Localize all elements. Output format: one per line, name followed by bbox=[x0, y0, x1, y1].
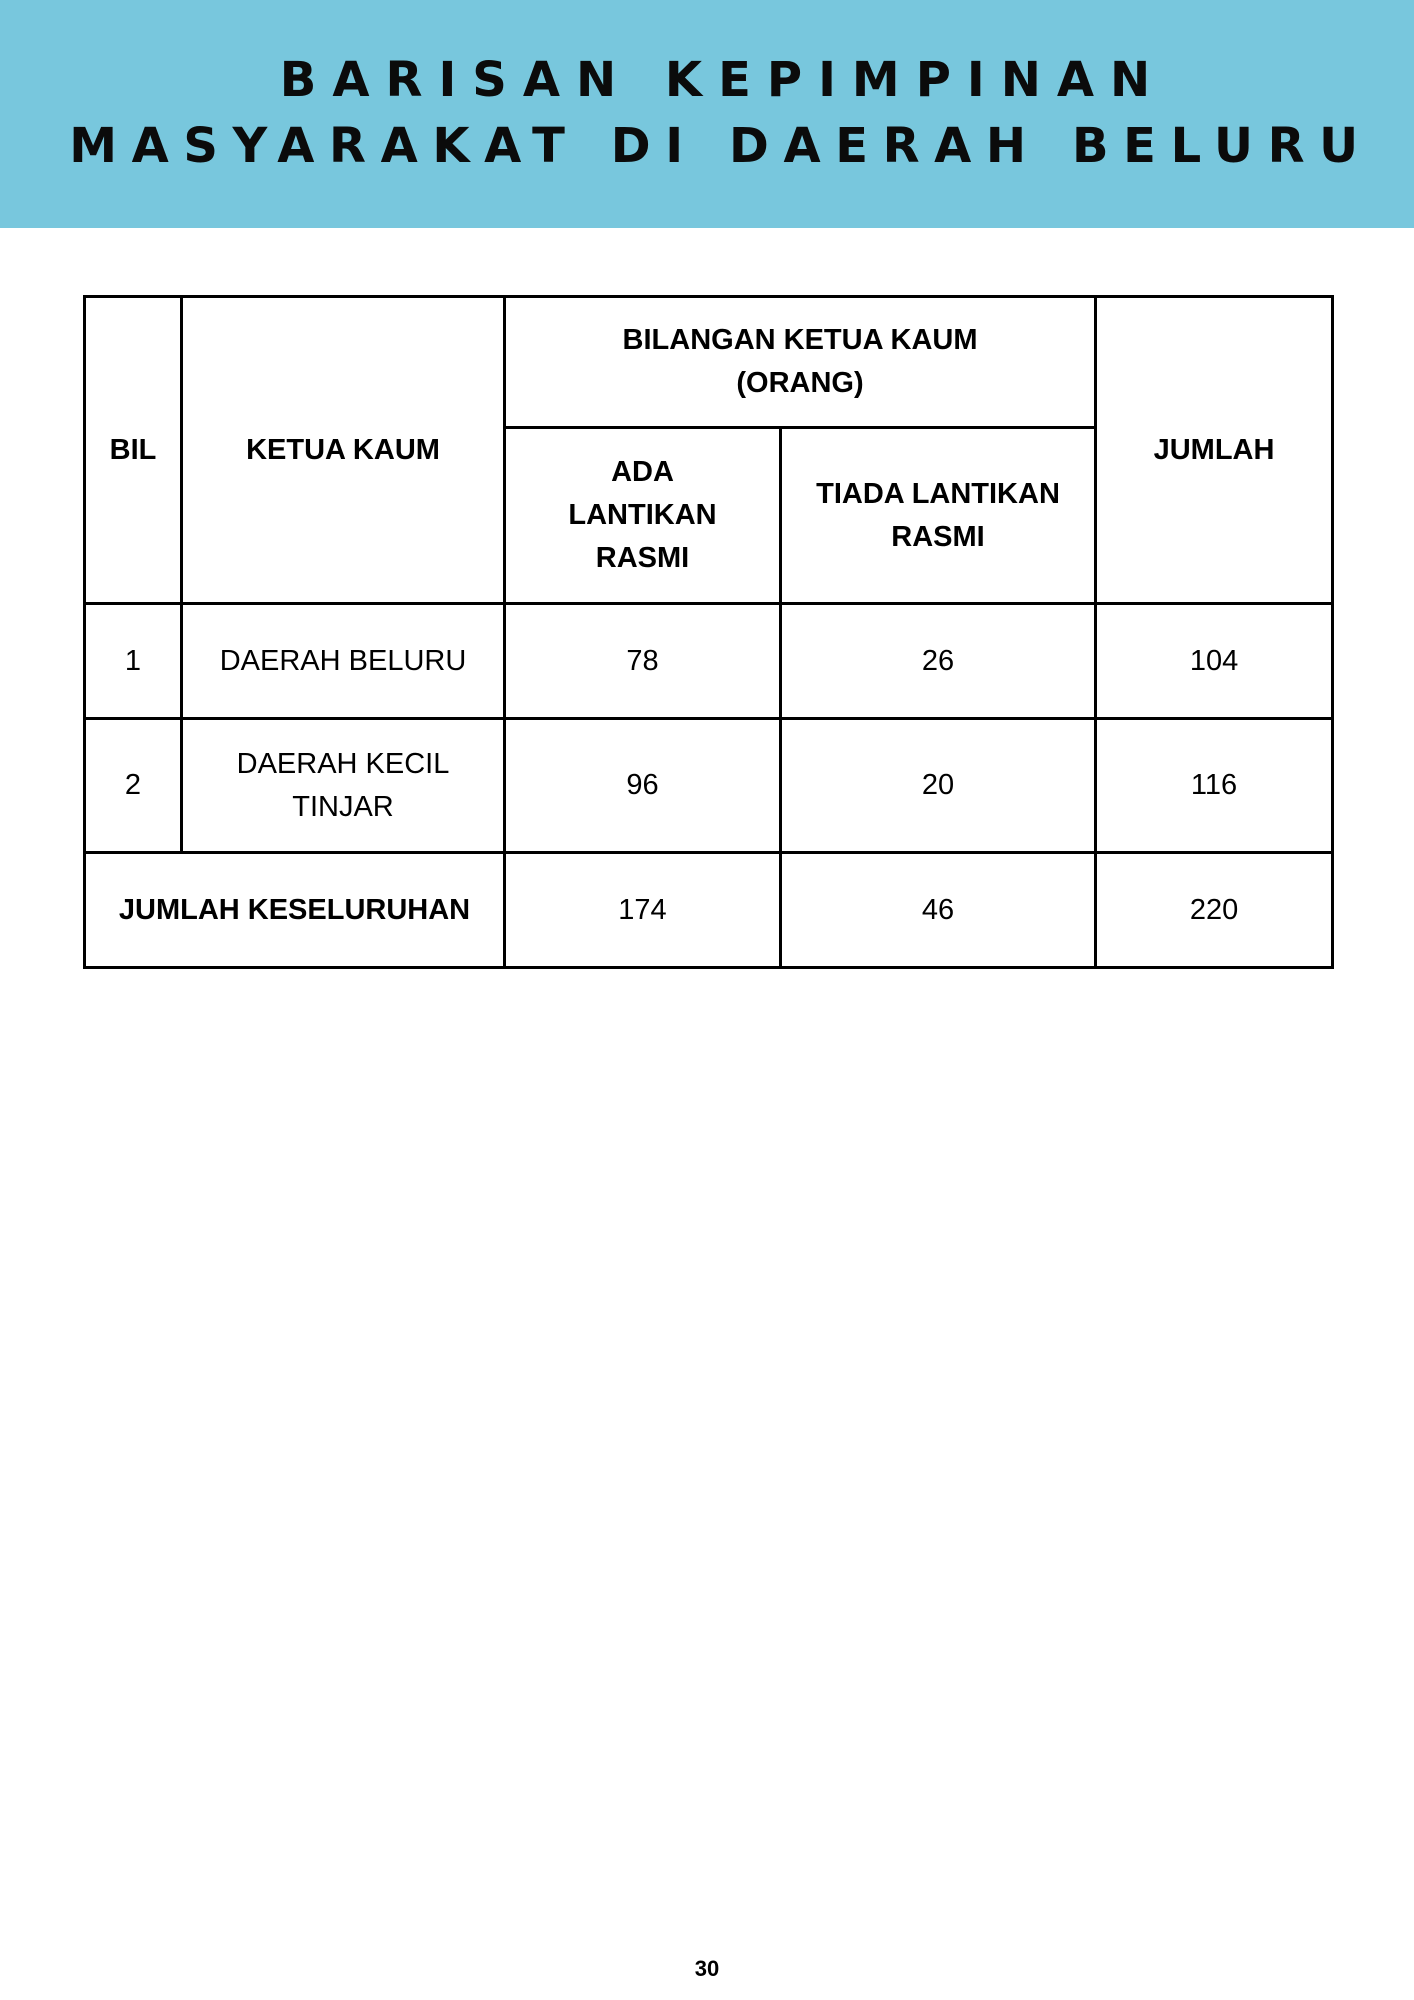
header-ada-line-3: RASMI bbox=[595, 542, 690, 574]
page-number: 30 bbox=[694, 1956, 720, 1981]
table-row bbox=[85, 604, 1333, 719]
cell-ada-lantikan: 78 bbox=[505, 604, 781, 719]
header-ada-line-2: LANTIKAN bbox=[568, 499, 717, 531]
cell-total-label: JUMLAH KESELURUHAN bbox=[85, 853, 505, 968]
table-row bbox=[85, 719, 1333, 853]
cell-ketua-kaum-line-1: DAERAH KECIL bbox=[236, 747, 450, 780]
header-bilangan-line-1: BILANGAN KETUA KAUM bbox=[622, 324, 978, 356]
header-tiada-line-1: TIADA LANTIKAN bbox=[816, 477, 1060, 510]
header-ketua-kaum: KETUA KAUM bbox=[182, 297, 505, 604]
title-banner bbox=[0, 0, 1414, 228]
cell-ketua-kaum bbox=[182, 719, 505, 853]
header-tiada-lantikan-rasmi bbox=[781, 428, 1096, 604]
cell-total-ada: 174 bbox=[505, 853, 781, 968]
cell-ketua-kaum-line-1: DAERAH BELURU bbox=[219, 644, 467, 677]
header-ada-line-1: ADA bbox=[611, 456, 674, 488]
cell-total-tiada: 46 bbox=[781, 853, 1096, 968]
cell-tiada-lantikan: 26 bbox=[781, 604, 1096, 719]
header-ada-lantikan-rasmi bbox=[505, 428, 781, 604]
page-title-line-1: BARISAN KEPIMPINAN bbox=[279, 52, 1167, 108]
cell-jumlah: 104 bbox=[1096, 604, 1333, 719]
cell-total-jumlah: 220 bbox=[1096, 853, 1333, 968]
header-jumlah: JUMLAH bbox=[1096, 297, 1333, 604]
header-bilangan-ketua-kaum bbox=[505, 297, 1096, 428]
cell-tiada-lantikan: 20 bbox=[781, 719, 1096, 853]
cell-bil: 1 bbox=[85, 604, 182, 719]
cell-ketua-kaum bbox=[182, 604, 505, 719]
cell-bil: 2 bbox=[85, 719, 182, 853]
cell-ketua-kaum-line-2: TINJAR bbox=[292, 790, 394, 823]
cell-ada-lantikan: 96 bbox=[505, 719, 781, 853]
cell-jumlah: 116 bbox=[1096, 719, 1333, 853]
header-bil: BIL bbox=[85, 297, 182, 604]
total-row bbox=[85, 853, 1333, 968]
header-bilangan-line-2: (ORANG) bbox=[736, 367, 864, 399]
leaders-table bbox=[83, 295, 1334, 969]
header-tiada-line-2: RASMI bbox=[891, 520, 985, 553]
page-title-line-2: MASYARAKAT DI DAERAH BELURU bbox=[69, 118, 1373, 174]
